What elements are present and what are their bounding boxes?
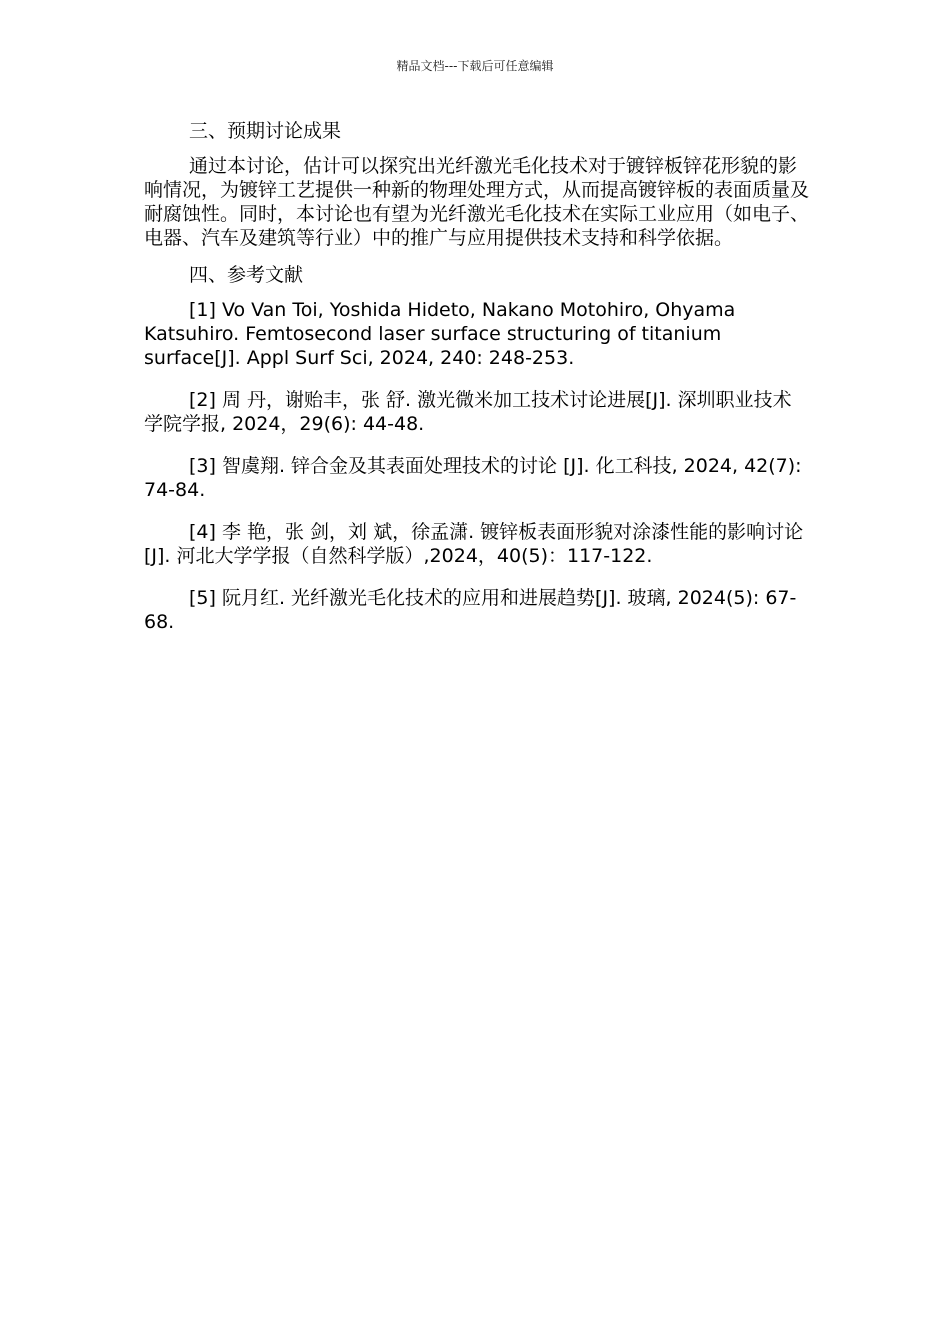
document-body [144,118,809,652]
reference-item-5: [5] 阮月红. 光纤激光毛化技术的应用和进展趋势[J]. 玻璃, 2024(5): 67-68. [144,587,797,633]
section-heading-references: 四、参考文献 [189,264,304,286]
section-heading-expected-results: 三、预期讨论成果 [189,120,342,142]
reference-item-2: [2] 周 丹，谢贻丰，张 舒. 激光微米加工技术讨论进展[J]. 深圳职业技术学院学报, 2024，29(6): 44-48. [144,389,792,435]
reference-item-4: [4] 李 艳，张 剑，刘 斌，徐孟潇. 镀锌板表面形貌对涂漆性能的影响讨论[J]. 河北大学学报（自然科学版）,2024，40(5)：117-122. [144,521,804,567]
page-header: 精品文档---下载后可任意编辑 [396,59,554,73]
reference-item-3: [3] 智虞翔. 锌合金及其表面处理技术的讨论 [J]. 化工科技, 2024, 42(7): 74-84. [144,455,802,501]
expected-results-paragraph: 通过本讨论，估计可以探究出光纤激光毛化技术对于镀锌板锌花形貌的影响情况，为镀锌工艺提供一种新的物理处理方式，从而提高镀锌板的表面质量及耐腐蚀性。同时，本讨论也有望为光纤激光毛化技术在实际工业应用（如电子、电器、汽车及建筑等行业）中的推广与应用提供技术支持和科学依据。 [144,155,810,249]
reference-item-1: [1] Vo Van Toi, Yoshida Hideto, Nakano Motohiro, Ohyama Katsuhiro. Femtosecond laser surface structuring of titanium surface[J]. Appl Surf Sci, 2024, 240: 248-253. [144,299,736,369]
